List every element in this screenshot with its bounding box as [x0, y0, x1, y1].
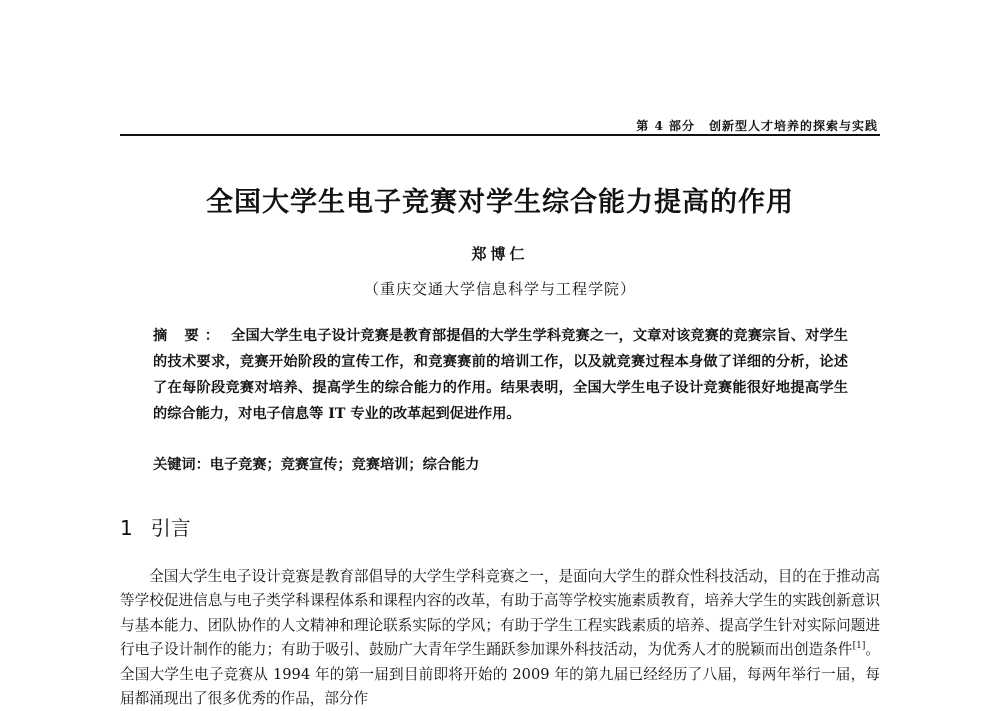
section-title: 引言 [150, 516, 191, 540]
keywords [153, 454, 848, 476]
body-text-start: 全国大学生电子设计竞赛是教育部倡导的大学生学科竞赛之一，是面向大学生的群众性科技活动，目的在于推动高等学校促进信息与电子类学科课程体系和课程内容的改革，有助于高等学校实施素质教育，培养大学生的实践创新意识与基本能力、团队协作的人文精神和理论联系实际的学风；有助于学生工程实践素质的培养、提高学生针对实际问题进行电子设计制作的能力；有助于吸引、鼓励广大青年学生踊跃参加课外科技活动，为优秀人才的脱颖而出创造条件 [120, 568, 880, 659]
section-number: 1 [120, 516, 133, 540]
running-header [636, 117, 878, 134]
header-rule [120, 134, 880, 136]
author-affiliation: （重庆交通大学信息科学与工程学院） [363, 280, 636, 298]
author-name: 郑博仁 [471, 245, 529, 263]
keywords-text: 电子竞赛；竞赛宣传；竞赛培训；综合能力 [209, 457, 480, 473]
section-heading [120, 512, 191, 541]
body-text-end: 。全国大学生电子竞赛从 1994 年的第一届到目前即将开始的 2009 年的第九届已经经历了八届，每两年举行一届，每届都涌现出了很多优秀的作品，部分作 [120, 641, 880, 708]
abstract [153, 323, 848, 427]
keywords-label: 关键词： [153, 457, 210, 473]
body-paragraph [120, 565, 880, 711]
header-section-title: 创新型人才培养的探索与实践 [708, 119, 878, 133]
paper-title: 全国大学生电子竞赛对学生综合能力提高的作用 [206, 187, 794, 218]
header-part: 第 4 部分 [636, 119, 695, 133]
abstract-label: 摘 要： [153, 328, 226, 344]
citation-ref: [1] [852, 641, 866, 652]
abstract-text: 全国大学生电子设计竞赛是教育部提倡的大学生学科竞赛之一，文章对该竞赛的竞赛宗旨、对学生的技术要求，竞赛开始阶段的宣传工作，和竞赛赛前的培训工作，以及就竞赛过程本身做了详细的分析，论述了在每阶段竞赛对培养、提高学生的综合能力的作用。结果表明，全国大学生电子设计竞赛能很好地提高学生的综合能力，对电子信息等 IT 专业的改革起到促进作用。 [153, 328, 848, 422]
